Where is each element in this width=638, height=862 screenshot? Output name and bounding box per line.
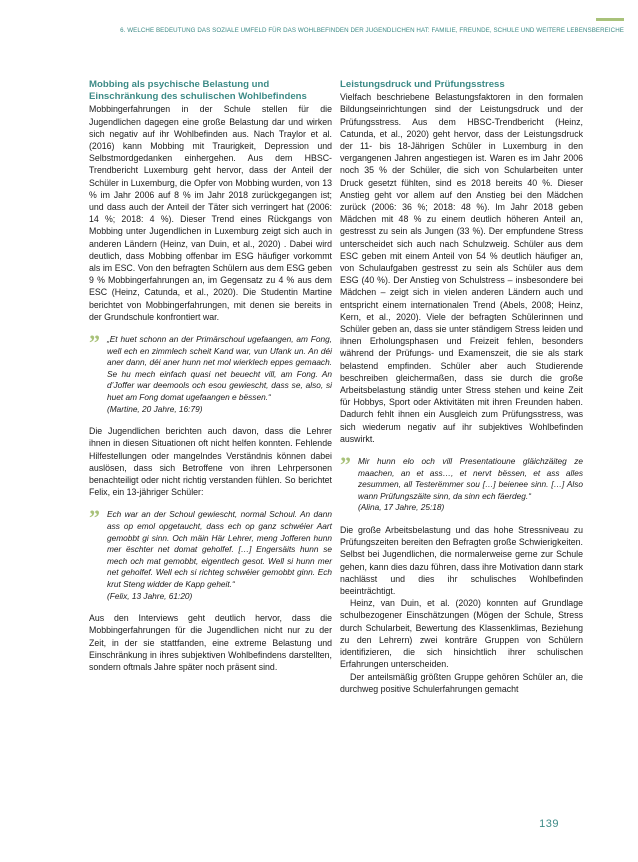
paragraph: Die Jugendlichen berichten auch davon, dass die Lehrer ihnen in diesen Situationen oft nicht helfen konnten. Fehlende Hilfestellungen oder mangelndes Verständnis können dabei auslösen, dass sich Betroffene von ihren Lehrpersonen benachteiligt oder nicht richtig verstanden fühlen. So berichtet Felix, ein 13-jähriger Schüler: bbox=[89, 426, 332, 498]
page-number: 139 bbox=[539, 818, 559, 830]
quote-mark-icon: ” bbox=[89, 330, 100, 356]
running-head: 6. WELCHE BEDEUTUNG DAS SOZIALE UMFELD FÜR DAS WOHLBEFINDEN DER JUGENDLICHEN HAT: FAMILIE, FREUNDE, SCHULE UND WEITERE LEBENSBEREICHE bbox=[120, 27, 624, 34]
quote-text: Ech war an der Schoul gewiescht, normal Schoul. An dann ass op emol opgetaucht, dass ech op ganz schwéier Aart gemobbt gi sinn. Och mäin Här Lehrer, meng Jofferen hunn mer ëschter net domat geholfef. […] Engersäits hunn se mech och mat gemobbt, eigentlech gesot. Well si hunn mer net geholfef. Well ech si richteg schwéier gemobbt ginn. Ech krut Steng widder de Kapp geheit.“ bbox=[107, 509, 332, 589]
paragraph: Heinz, van Duin, et al. (2020) konnten auf Grundlage schulbezogener Einschätzungen (Mögen der Schule, Stress durch Schularbeit, Bewertung des Klassenklimas, Beziehung zu den Lehrern) zwei konträre Gruppen von Schülern identifizieren, die sich hinsichtlich ihrer schulischen Erfahrungen unterscheiden. bbox=[340, 598, 583, 670]
paragraph: Der anteilsmäßig größten Gruppe gehören Schüler an, die durchweg positive Schulerfahrungen gemacht bbox=[340, 671, 583, 694]
quote-source: (Felix, 13 Jahre, 61:20) bbox=[107, 590, 193, 601]
quote-source: (Martine, 20 Jahre, 16:79) bbox=[107, 403, 203, 414]
interview-quote bbox=[89, 330, 332, 415]
interview-quote bbox=[340, 452, 583, 514]
paragraph: Vielfach beschriebene Belastungsfaktoren in den formalen Bildungseinrichtungen sind der Leistungsdruck und der Prüfungsstress. Aus dem HBSC-Trendbericht (Heinz, Catunda, et al., 2020) geht hervor, dass der Leistungsdruck der 11- bis 18-Jährigen Schüler in Luxemburg in den vergangenen Jahren angestiegen ist. Waren es im Jahr 2006 noch 35 % der Schüler, die sich von Schularbeiten unter Druck gesetzt fühlten, sind es 2018 bereits 40 %. Dieser Anstieg geht vor allem auf den Anstieg bei den Mädchen zurück (2006: 36 %; 2018: 48 %). Im Jahr 2018 geben Mädchen mit 48 % zu einem deutlich höheren Anteil an, gestresst zu sein als Jungen (33 %). Der empfundene Stress unterscheidet sich auch nach Schulzweig. Schüler aus dem ESC geben mit einem Anteil von 54 % deutlich häufiger an, von Schulaufgaben gestresst zu sein als Schüler aus dem ESG (40 %). Der Anstieg von Schulstress – insbesondere bei Mädchen – zeigt sich in vielen anderen Ländern auch und entspricht einem internationalen Trend (Abels, 2008; Heinz, Kern, et al., 2020). Viele der befragten Schülerinnen und Schüler geben an, dass sie unter ständigem Stress leiden und ihnen Erholungsphasen und Freizeit fehlen, besonders während der Prüfungs- und Examenszeit, die sie als stark belastend empfinden. Schüler aber auch Studierende beschreiben gleichermaßen, dass sie durch die große Arbeitsbelastung ständig unter Stress stehen und keine Zeit für Hobbys, Sport oder Aktivitäten mit ihren Freunden haben. Dadurch fehlt ihnen ein Ausgleich zum Prüfungsstress, was sich wiederum negativ auf ihr subjektives Wohlbefinden auswirkt. bbox=[340, 92, 583, 444]
section-heading-mobbing: Mobbing als psychische Belastung und Einschränkung des schulischen Wohlbefindens bbox=[89, 79, 307, 103]
quote-source: (Alina, 17 Jahre, 25:18) bbox=[358, 502, 445, 513]
quote-mark-icon: ” bbox=[89, 505, 100, 531]
paragraph: Aus den Interviews geht deutlich hervor, dass die Mobbingerfahrungen für die Jugendlichen nicht nur zu der Zeit, in der sie stattfanden, eine extreme Belastung und Einschränkung in ihres subjektiven Wohlbefindens darstellten, sondern oftmals Jahre später noch präsent sind. bbox=[89, 613, 332, 672]
interview-quote bbox=[89, 505, 332, 602]
right-column bbox=[340, 79, 583, 695]
quote-mark-icon: ” bbox=[340, 452, 351, 478]
left-column bbox=[89, 79, 332, 673]
paragraph: Die große Arbeitsbelastung und das hohe Stressniveau zu Prüfungszeiten bereiten den Befragten große Schwierigkeiten. Selbst bei Jugendlichen, die normalerweise gerne zur Schule gehen, kann dies dazu führen, dass ihre Motivation dann stark nachlässt und dies ihr schulisches Wohlbefinden beeinträchtigt. bbox=[340, 525, 583, 597]
header-accent-rule bbox=[596, 18, 624, 21]
section-heading-stress: Leistungsdruck und Prüfungsstress bbox=[340, 79, 505, 90]
quote-text: „Et huet schonn an der Primärschoul ugefaangen, am Fong, well ech en zimmlech scheit Kand war, vun Ufank un. An déi aner dann, déi aner hunn net mol wierklech eppes gemaach. Se hu mech einfach quasi net beuecht vill, am Fong. An d’Joffer war deemools och esou gewiescht, dass se, also, si huet am Fong domat ugefaangen e bëssen.“ bbox=[107, 334, 332, 403]
paragraph: Mobbingerfahrungen in der Schule stellen für die Jugendlichen dagegen eine große Belastung dar und wirken sich negativ auf ihr Wohlbefinden aus. Nach Traylor et al. (2016) kann Mobbing mit Traurigkeit, Depression und Selbstmordgedanken einhergehen. Aus dem HBSC-Trendbericht Luxemburg geht hervor, dass der Anteil der Schüler in Luxemburg, die Opfer von Mobbing wurden, von 13 % im Jahr 2006 auf 8 % im Jahr 2018 zurückgegangen ist; und dass auch der Anteil der Täter sich verringert hat (2006: 14 %; 2018: 4 %). Dieser Trend eines Rückgangs von Mobbing unter Jugendlichen in Luxemburg zeigt sich auch in anderen Ländern (Heinz, van Duin, et al., 2020) . Dabei wird deutlich, dass Mobbing offenbar im ESG häufiger vorkommt als im ESC. Von den befragten Schülern aus dem ESG geben 9 % Mobbingerfahrungen an, im Gegensatz zu 4 % aus dem ESC (Heinz, Catunda, et al., 2020). Die Studentin Martine berichtet von Mobbingerfahrungen, mit denen sie bereits in der Grundschule konfrontiert war. bbox=[89, 104, 332, 322]
quote-text: Mir hunn elo och vill Presentatioune gläichzäiteg ze maachen, an et ass…, et nervt bëssen, et ass alles zesummen, all Testerëmmer sou […] beienee sinn. […] Also wann Prüfungszäite sinn, da sinn ech fäerdeg.“ bbox=[358, 456, 583, 501]
